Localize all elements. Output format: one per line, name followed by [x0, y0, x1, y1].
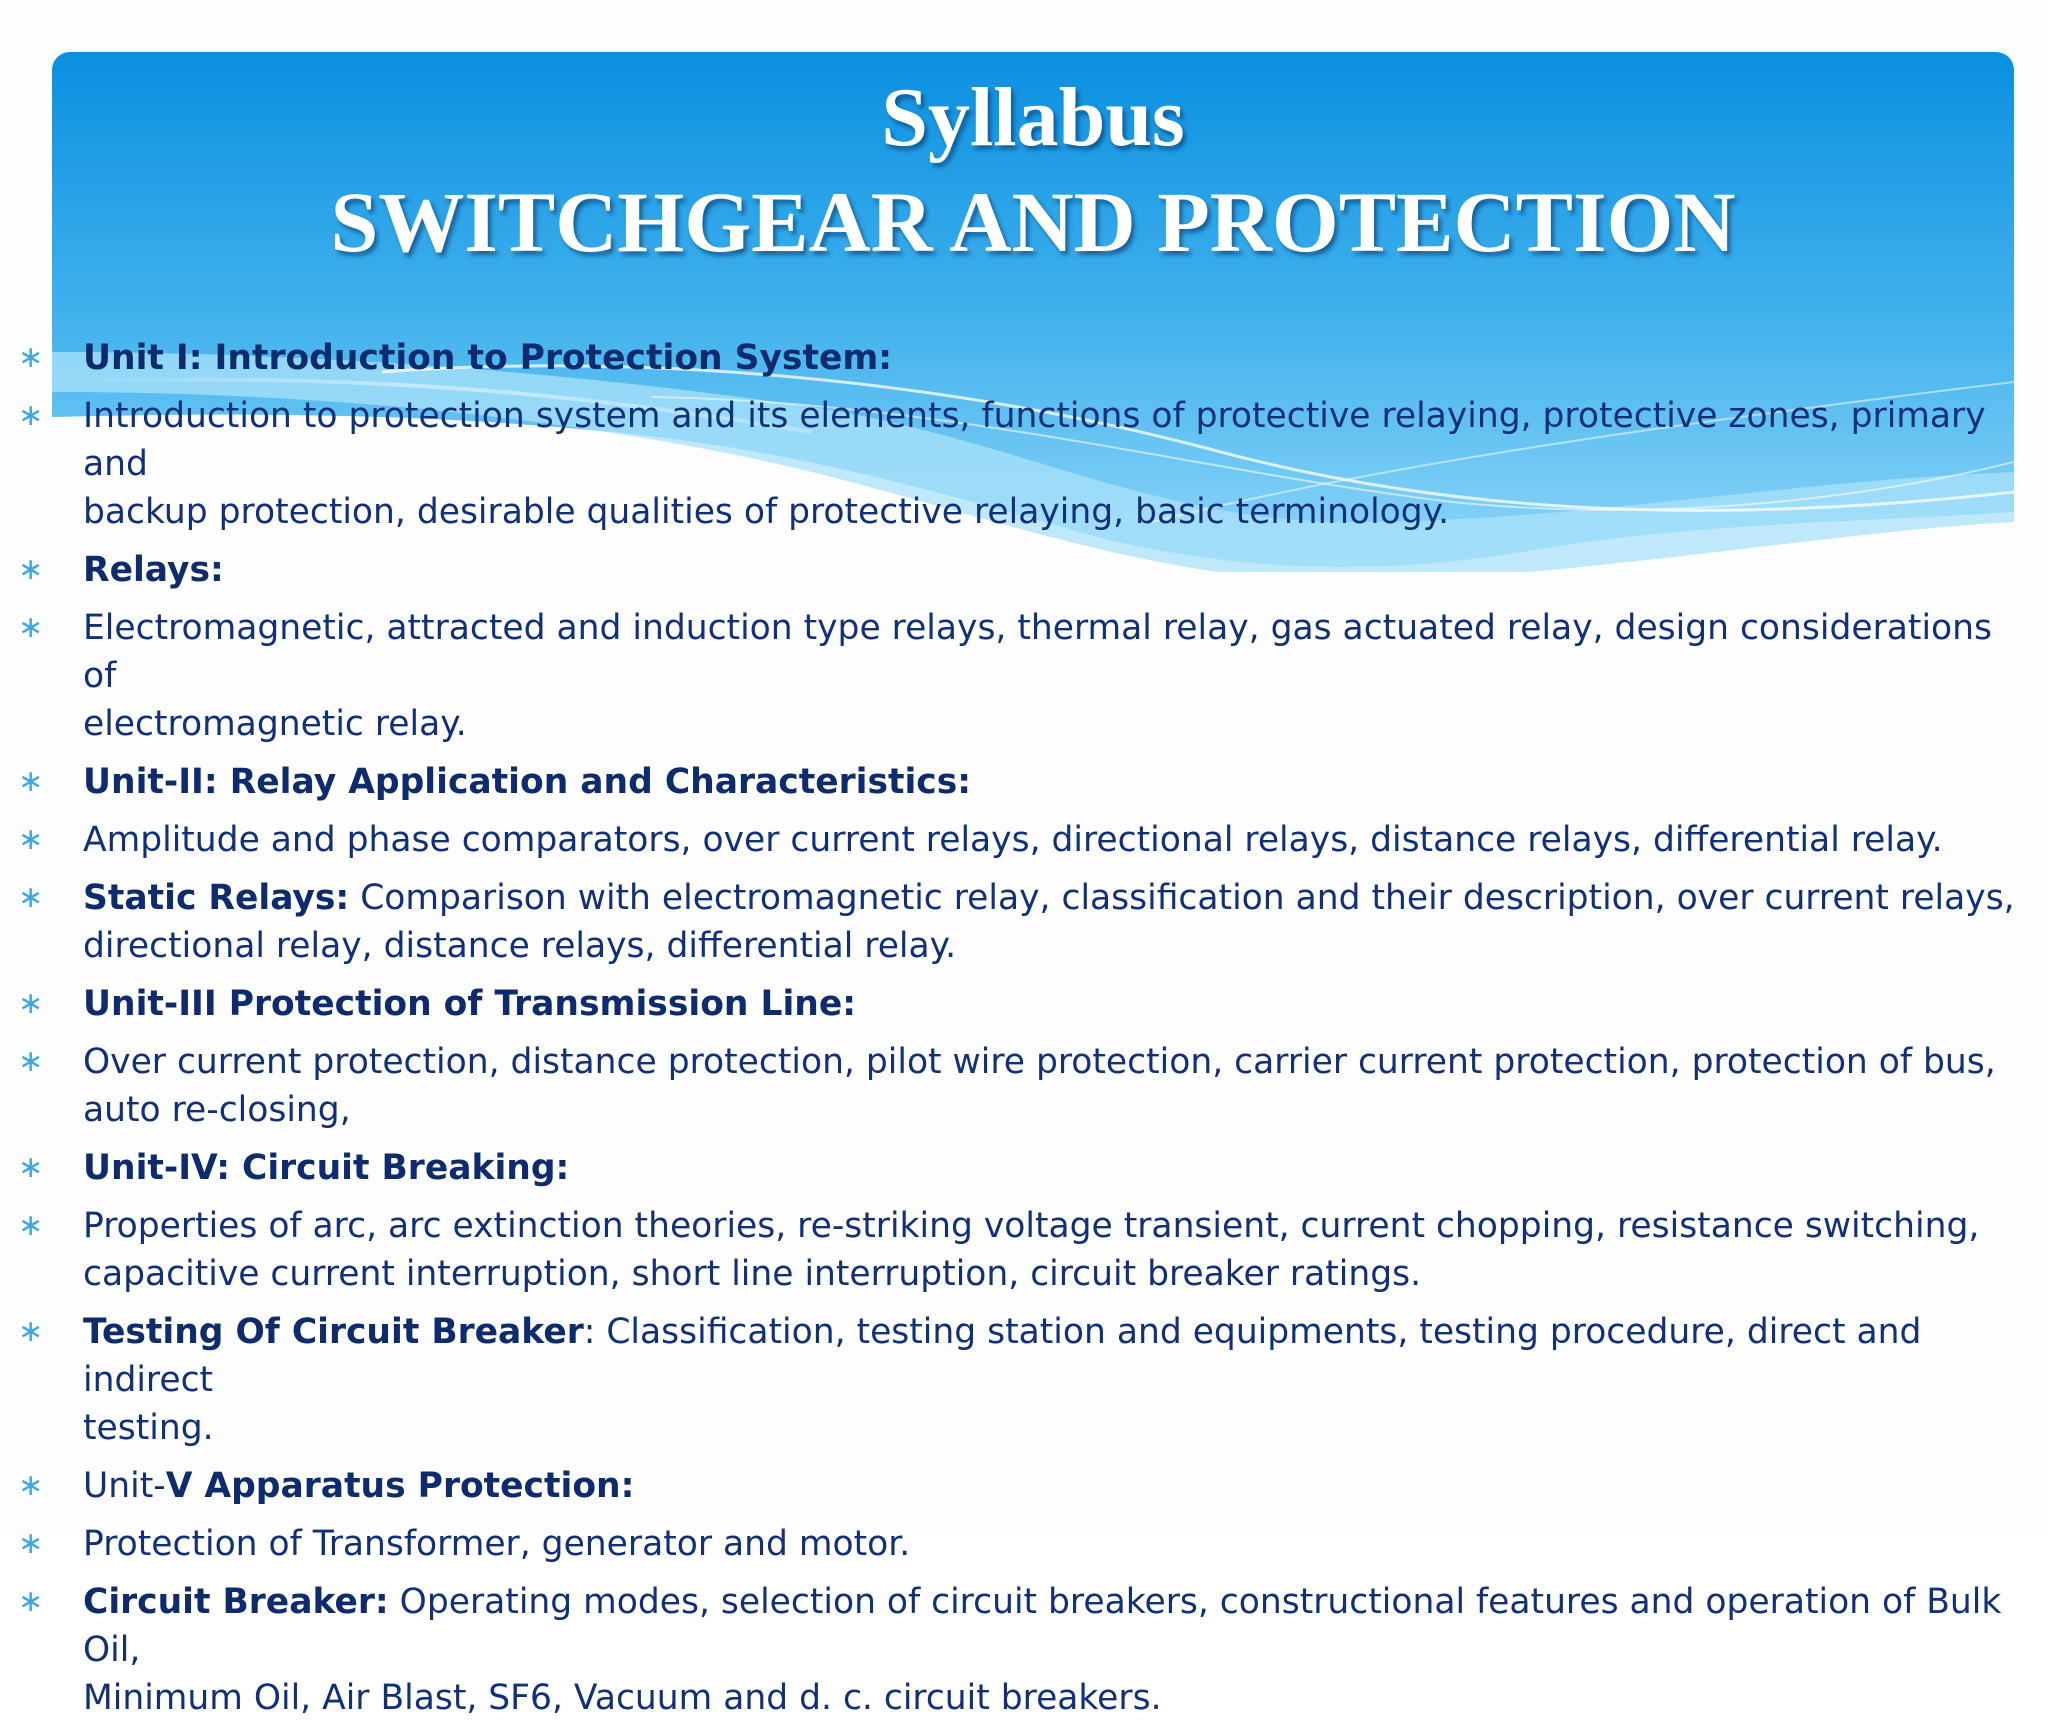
item-heading: Testing Of Circuit Breaker [83, 1312, 584, 1352]
asterisk-bullet-icon: ∗ [18, 1314, 44, 1349]
asterisk-bullet-icon: ∗ [18, 764, 44, 799]
item-text: : Classification, testing station and equipments, testing procedure, direct and indirect testing. [83, 1312, 1922, 1448]
asterisk-bullet-icon: ∗ [18, 1150, 44, 1185]
syllabus-item [0, 874, 2048, 970]
syllabus-list [0, 334, 2048, 1732]
item-text: Comparison with electromagnetic relay, classification and their description, over current relays, directional relay, distance relays, differential relay. [83, 878, 2015, 966]
asterisk-bullet-icon: ∗ [18, 552, 44, 587]
item-text: Introduction to protection system and its elements, functions of protective relaying, protective zones, primary and backup protection, desirable qualities of protective relaying, basic terminology. [83, 396, 1986, 532]
asterisk-bullet-icon: ∗ [18, 340, 44, 375]
item-heading: Unit I: Introduction to Protection System: [83, 338, 893, 378]
syllabus-item [0, 1202, 2048, 1298]
syllabus-item [0, 1038, 2048, 1134]
syllabus-item [0, 1462, 2048, 1510]
asterisk-bullet-icon: ∗ [18, 398, 44, 433]
item-text: Amplitude and phase comparators, over current relays, directional relays, distance relays, differential relay. [83, 820, 1943, 860]
item-text: Operating modes, selection of circuit breakers, constructional features and operation of Bulk Oil, Minimum Oil, Air Blast, SF6, Vacuum and d. c. circuit breakers. [83, 1582, 2002, 1718]
item-heading: Unit-II: Relay Application and Characteristics: [83, 762, 972, 802]
item-heading: Unit-III Protection of Transmission Line: [83, 984, 857, 1024]
syllabus-item [0, 1578, 2048, 1722]
syllabus-item [0, 392, 2048, 536]
asterisk-bullet-icon: ∗ [18, 822, 44, 857]
asterisk-bullet-icon: ∗ [18, 1208, 44, 1243]
item-prefix: Unit- [83, 1466, 166, 1506]
asterisk-bullet-icon: ∗ [18, 880, 44, 915]
syllabus-item [0, 334, 2048, 382]
asterisk-bullet-icon: ∗ [18, 1044, 44, 1079]
title-syllabus: Syllabus [881, 71, 1185, 164]
syllabus-item [0, 1520, 2048, 1568]
item-text: Properties of arc, arc extinction theories, re-striking voltage transient, current chopping, resistance switching, capacitive current interruption, short line interruption, circuit breaker ratings. [83, 1206, 1980, 1294]
syllabus-item [0, 1144, 2048, 1192]
item-heading: Relays: [83, 550, 224, 590]
item-heading: Static Relays: [83, 878, 350, 918]
item-text: Protection of Transformer, generator and motor. [83, 1524, 911, 1564]
title-course-name: SWITCHGEAR AND PROTECTION [330, 174, 1736, 270]
syllabus-item [0, 546, 2048, 594]
slide-title [52, 66, 2014, 274]
item-text: Electromagnetic, attracted and induction type relays, thermal relay, gas actuated relay, design considerations of electromagnetic relay. [83, 608, 1992, 744]
asterisk-bullet-icon: ∗ [18, 986, 44, 1021]
syllabus-item [0, 758, 2048, 806]
item-heading: Unit-IV: Circuit Breaking: [83, 1148, 570, 1188]
item-heading: V Apparatus Protection: [165, 1466, 635, 1506]
syllabus-item [0, 816, 2048, 864]
asterisk-bullet-icon: ∗ [18, 1584, 44, 1619]
syllabus-item [0, 1308, 2048, 1452]
item-heading: Circuit Breaker: [83, 1582, 389, 1622]
item-text: Over current protection, distance protection, pilot wire protection, carrier current protection, protection of bus, auto re-closing, [83, 1042, 1996, 1130]
syllabus-item [0, 604, 2048, 748]
asterisk-bullet-icon: ∗ [18, 1468, 44, 1503]
asterisk-bullet-icon: ∗ [18, 610, 44, 645]
syllabus-item [0, 980, 2048, 1028]
asterisk-bullet-icon: ∗ [18, 1526, 44, 1561]
